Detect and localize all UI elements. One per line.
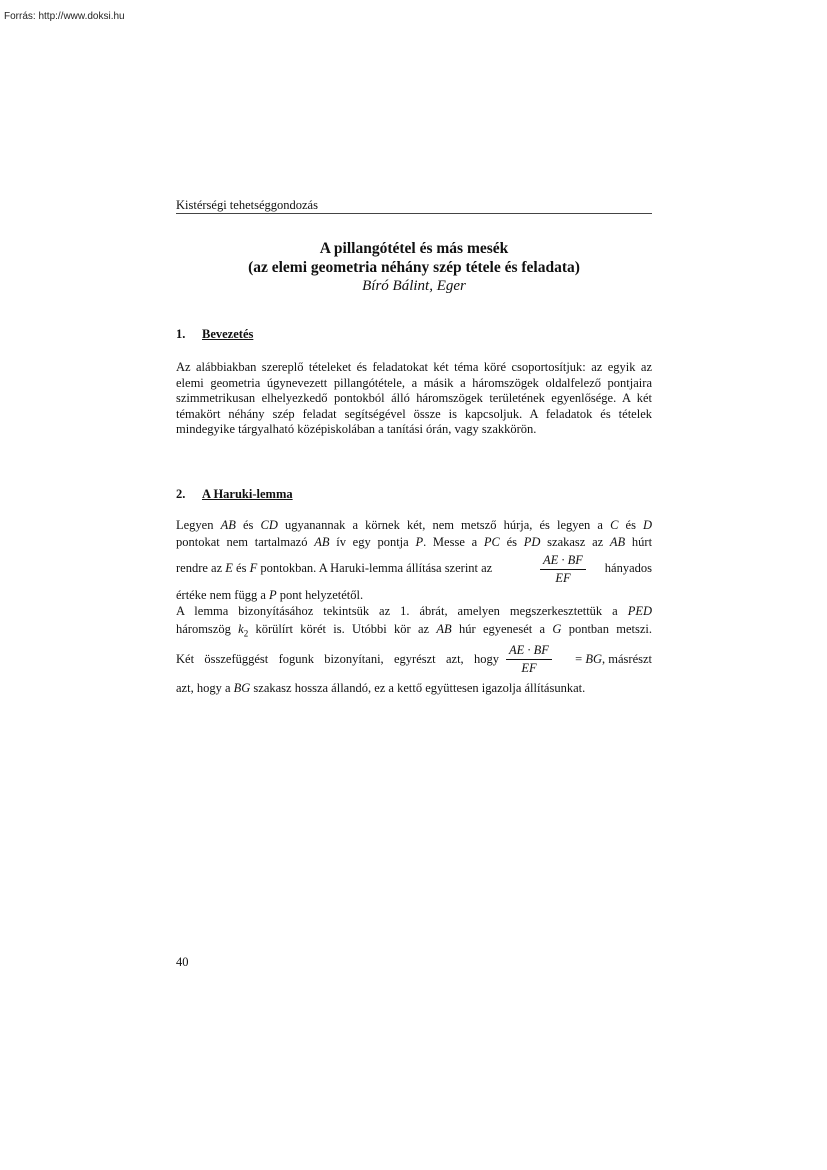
title-line-2: (az elemi geometria néhány szép tétele és feladata)	[248, 259, 580, 276]
fraction-numerator: AE · BF	[506, 643, 552, 660]
source-watermark: Forrás: http://www.doksi.hu	[4, 11, 125, 22]
section-2-title: A Haruki-lemma	[202, 487, 293, 501]
running-head: Kistérségi tehetséggondozás	[176, 198, 652, 214]
section-2-line-5: A lemma bizonyításához tekintsük az 1. ábrát, amelyen megszerkesztettük a PED	[176, 604, 653, 618]
section-2-line-7-end: = BG, másrészt	[575, 652, 652, 666]
author: Bíró Bálint, Eger	[362, 278, 466, 294]
section-1-number: 1.	[176, 327, 186, 341]
fraction-denominator: EF	[521, 661, 537, 675]
fraction-ae-bf-ef-2	[506, 643, 552, 676]
section-2-line-7: Két összefüggést fogunk bizonyítani, egyrészt azt, hogy	[176, 652, 499, 666]
section-2-line-1: Legyen AB és CD ugyanannak a körnek két, nem metsző húrja, és legyen a C és D	[176, 518, 653, 532]
fraction-denominator: EF	[555, 571, 571, 585]
fraction-ae-bf-ef-1	[540, 553, 586, 586]
fraction-numerator: AE · BF	[540, 553, 586, 570]
section-1-heading	[176, 327, 253, 342]
title-block	[176, 239, 652, 296]
page-number: 40	[176, 955, 189, 969]
title-line-1: A pillangótétel és más mesék	[319, 240, 509, 257]
section-2-line-3-end: hányados	[604, 561, 652, 575]
section-2-line-6: háromszög $k_2$ körülírt körét is. Utóbbi kör az AB húr egyenesét a G pontban metszi.	[176, 622, 653, 639]
section-2-heading	[176, 487, 293, 502]
section-1-title: Bevezetés	[202, 327, 254, 341]
section-2-line-3: rendre az E és F pontokban. A Haruki-lemma állítása szerint az	[176, 561, 493, 575]
section-2-line-8: azt, hogy a BG szakasz hossza állandó, ez a kettő együttesen igazolja állításunkat.	[176, 681, 586, 695]
section-2-number: 2.	[176, 487, 186, 501]
section-1-paragraph: Az alábbiakban szereplő tételeket és feladatokat két téma köré csoportosítjuk: az egyik az elemi geometria úgynevezett pillangótétele, a másik a háromszögek oldalfelező pontjaira szimmetrikusan elhelyezkedő pontokból álló háromszögek területének egyenlősége. A két témakört néhány szép feladat segítségével össze is kapcsoljuk. A feladatok és tételek mindegyike tárgyalható középiskolában a tanítási órán, vagy szakkörön.	[176, 360, 652, 436]
section-2-line-4: értéke nem függ a P pont helyzetétől.	[176, 588, 364, 602]
section-2-line-2: pontokat nem tartalmazó AB ív egy pontja P. Messe a PC és PD szakasz az AB húrt	[176, 535, 653, 549]
